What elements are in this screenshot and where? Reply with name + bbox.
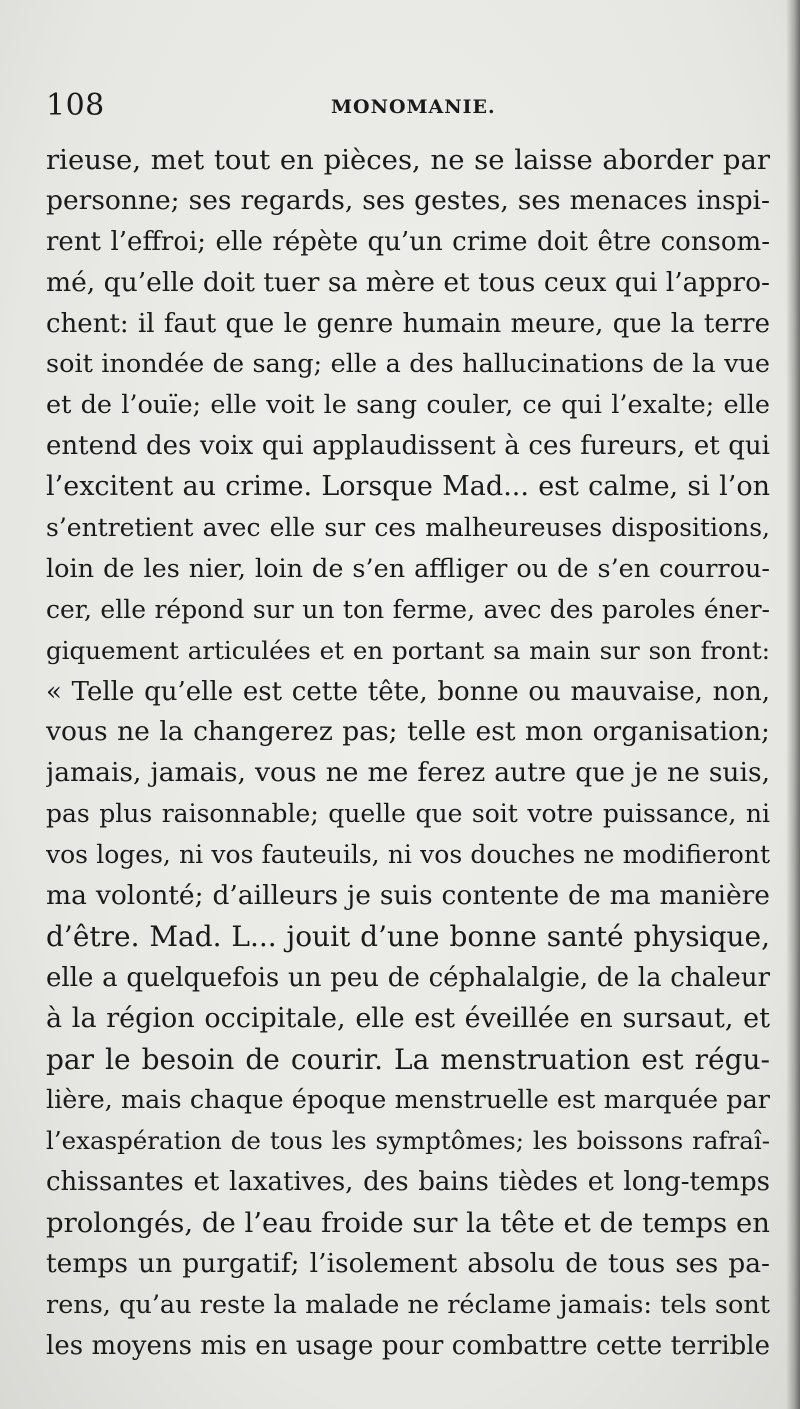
text-line: vous ne la changerez pas; telle est mon organisation; xyxy=(46,716,770,748)
text-line: soit inondée de sang; elle a des hallucinations de la vue xyxy=(46,349,770,380)
text-line: prolongés, de l’eau froide sur la tête et de temps en xyxy=(46,1207,770,1240)
text-line: l’exaspération de tous les symptômes; les boissons rafraî- xyxy=(46,1126,770,1156)
text-line: pas plus raisonnable; quelle que soit votre puissance, ni xyxy=(46,799,770,829)
text-line: temps un purgatif; l’isolement absolu de tous ses pa- xyxy=(46,1248,770,1280)
text-line: chent: il faut que le genre humain meure, que la terre xyxy=(46,308,770,339)
text-line: s’entretient avec elle sur ces malheureuses dispositions, xyxy=(46,513,770,543)
page-header xyxy=(46,88,766,128)
text-line: et de l’ouïe; elle voit le sang couler, ce qui l’exalte; elle xyxy=(46,390,770,421)
running-title: MONOMANIE. xyxy=(331,96,496,118)
text-line: personne; ses regards, ses gestes, ses menaces inspi- xyxy=(46,184,770,216)
text-line: à la région occipitale, elle est éveillée en sursaut, et xyxy=(46,1002,770,1034)
text-line: l’excitent au crime. Lorsque Mad... est calme, si l’on xyxy=(46,471,770,503)
body-text xyxy=(46,140,770,1367)
text-line: d’être. Mad. L... jouit d’une bonne santé physique, xyxy=(46,919,770,953)
text-line: par le besoin de courir. La menstruation est régu- xyxy=(46,1042,770,1076)
text-line: loin de les nier, loin de s’en affliger ou de s’en courrou- xyxy=(46,553,770,584)
text-line: entend des voix qui applaudissent à ces fureurs, et qui xyxy=(46,431,770,462)
page-edge-shadow xyxy=(786,0,800,1409)
text-line: lière, mais chaque époque menstruelle est marquée par xyxy=(46,1085,770,1116)
text-line: elle a quelquefois un peu de céphalalgie, de la chaleur xyxy=(46,962,770,993)
text-line: ma volonté; d’ailleurs je suis contente de ma manière xyxy=(46,880,770,912)
text-line: rieuse, met tout en pièces, ne se laisse aborder par xyxy=(46,144,770,176)
page-number: 108 xyxy=(46,88,105,123)
text-line: les moyens mis en usage pour combattre cette terrible xyxy=(46,1330,770,1361)
text-line: cer, elle répond sur un ton ferme, avec des paroles éner- xyxy=(46,594,770,624)
text-line: rens, qu’au reste la malade ne réclame jamais: tels sont xyxy=(46,1289,770,1320)
text-line: chissantes et laxatives, des bains tièdes et long-temps xyxy=(46,1167,770,1198)
text-line: « Telle qu’elle est cette tête, bonne ou mauvaise, non, xyxy=(46,676,770,707)
text-line: mé, qu’elle doit tuer sa mère et tous ceux qui l’appro- xyxy=(46,266,770,298)
text-line: vos loges, ni vos fauteuils, ni vos douches ne modifieront xyxy=(46,840,770,870)
text-line: giquement articulées et en portant sa main sur son front: xyxy=(46,635,770,665)
text-line: rent l’effroi; elle répète qu’un crime doit être consom- xyxy=(46,226,770,257)
text-line: jamais, jamais, vous ne me ferez autre que je ne suis, xyxy=(46,757,770,789)
